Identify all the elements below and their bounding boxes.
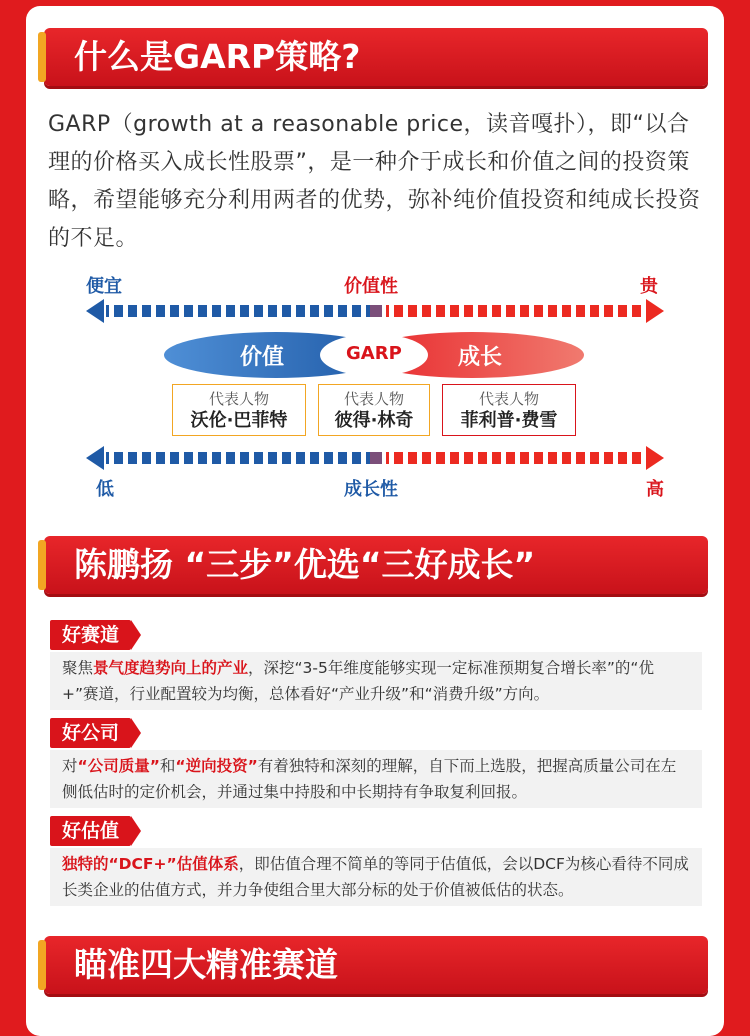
rep-box-buffett xyxy=(172,384,306,436)
rep-caption: 代表人物 xyxy=(343,390,404,408)
highlight: 景气度趋势向上的产业 xyxy=(93,659,249,677)
rep-box-fisher xyxy=(442,384,576,436)
text: 和 xyxy=(159,757,176,775)
axis-bottom-center-label: 成长性 xyxy=(344,479,398,500)
good-track-paragraph xyxy=(50,652,702,710)
section-title-garp: 什么是GARP策略? xyxy=(44,28,708,86)
price-axis-arrow xyxy=(86,299,664,323)
good-company-paragraph xyxy=(50,750,702,808)
axis-top-right-label: 贵 xyxy=(640,276,658,297)
rep-name: 沃伦·巴菲特 xyxy=(190,410,288,431)
section-title-four-tracks: 瞄准四大精准赛道 xyxy=(44,936,708,994)
text: ，深挖“3-5年维度能够实现一定标准预期复合增长率”的“优+”赛道，行业配置较为均衡，总体看好“产业升级”和“消费升级”方向。 xyxy=(62,659,654,703)
good-valuation-paragraph xyxy=(50,848,702,906)
tag-good-valuation: 好估值 xyxy=(50,816,131,846)
rep-name: 彼得·林奇 xyxy=(334,410,414,431)
garp-label: GARP xyxy=(346,343,402,364)
highlight: “逆向投资” xyxy=(175,757,258,775)
garp-intro-paragraph: GARP（growth at a reasonable price，读音嘎扑），即“以合理的价格买入成长性股票”，是一种介于成长和价值之间的投资策略，希望能够充分利用两者的优势，弥补纯价值投资和纯成长投资的不足。 xyxy=(48,112,701,251)
section-title-three-goods: 陈鹏扬 “三步”优选“三好成长” xyxy=(44,536,708,594)
growth-axis-arrow xyxy=(86,446,664,470)
axis-bottom-left-label: 低 xyxy=(96,479,114,500)
growth-label: 成长 xyxy=(458,345,503,370)
rep-caption: 代表人物 xyxy=(208,390,269,408)
rep-caption: 代表人物 xyxy=(478,390,539,408)
axis-bottom-right-label: 高 xyxy=(646,479,664,500)
rep-box-lynch xyxy=(318,384,430,436)
tag-good-company: 好公司 xyxy=(50,718,131,748)
rep-name: 菲利普·费雪 xyxy=(460,410,558,431)
text: ，即估值合理不简单的等同于估值低，会以DCF为核心看待不同成长类企业的估值方式，并力争使组合里大部分标的处于价值被低估的状态。 xyxy=(62,855,689,899)
axis-top-center-label: 价值性 xyxy=(344,276,398,297)
highlight: “公司质量” xyxy=(77,757,160,775)
highlight: 独特的“DCF+”估值体系 xyxy=(62,855,239,873)
text: 对 xyxy=(62,757,78,775)
text: 聚焦 xyxy=(62,659,94,677)
value-label: 价值 xyxy=(240,345,285,370)
tag-good-track: 好赛道 xyxy=(50,620,131,650)
text: 有着独特和深刻的理解，自下而上选股，把握高质量公司在左侧低估时的定价机会，并通过集中持股和中长期持有争取复利回报。 xyxy=(62,757,677,801)
axis-top-left-label: 便宜 xyxy=(86,276,122,297)
